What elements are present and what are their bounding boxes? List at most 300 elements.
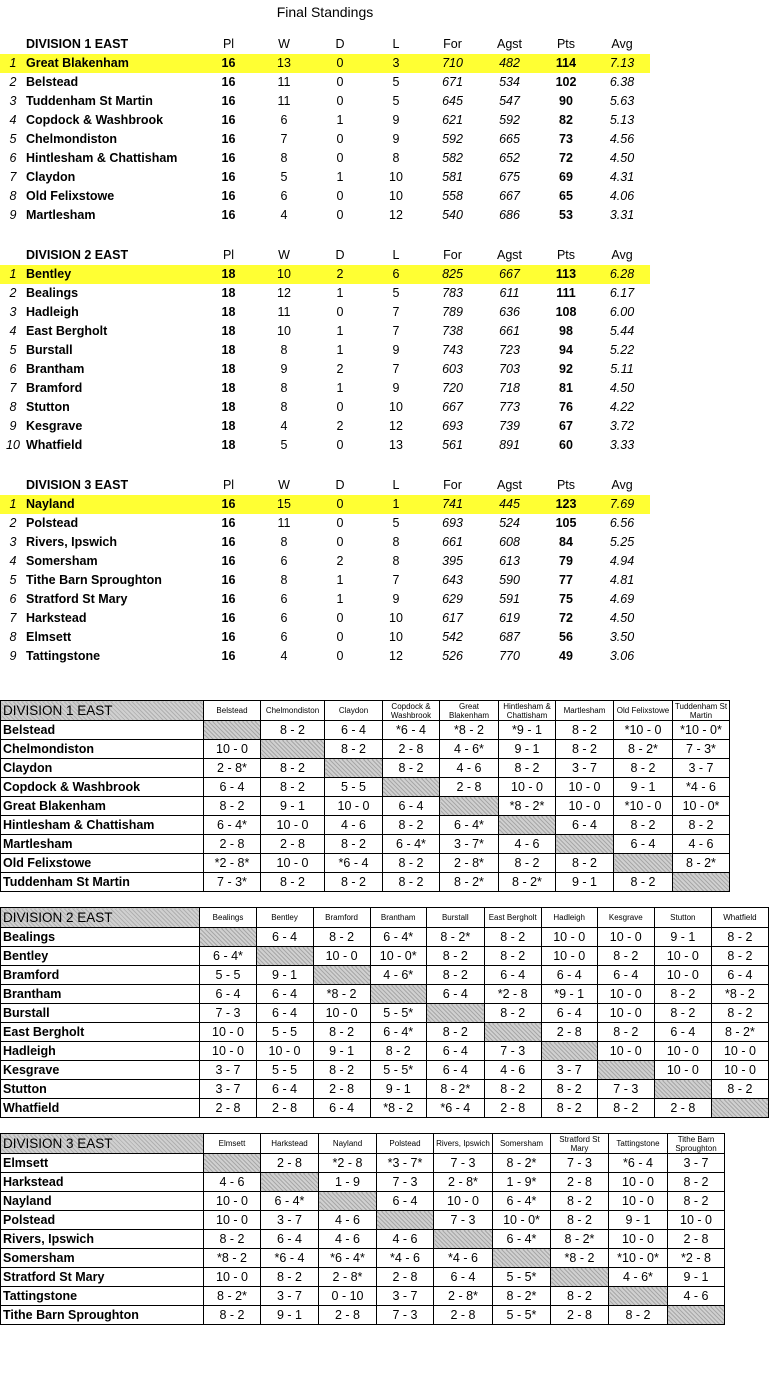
opponent-column-header: Old Felixstowe: [614, 701, 673, 721]
position-cell: 10: [6, 438, 20, 452]
played-cell: 16: [221, 170, 236, 184]
table-row: [1, 816, 730, 835]
average-cell: 4.69: [609, 592, 635, 606]
home-team-cell: Tuddenham St Martin: [1, 873, 204, 892]
lost-cell: 10: [389, 189, 403, 203]
points-cell: 56: [559, 630, 573, 644]
result-cell: 2 - 8: [383, 740, 440, 759]
result-cell: 4 - 6*: [440, 740, 499, 759]
result-cell: 10 - 0: [654, 947, 711, 966]
position-cell: 2: [9, 75, 17, 89]
result-cell: 9 - 1: [609, 1211, 668, 1230]
result-cell: 8 - 2: [597, 1023, 654, 1042]
result-cell: 8 - 2: [484, 1004, 541, 1023]
played-cell: 16: [221, 113, 236, 127]
result-cell: 8 - 2*: [711, 1023, 768, 1042]
result-cell: *2 - 8: [484, 985, 541, 1004]
result-cell: *10 - 0: [614, 721, 673, 740]
team-name-cell: Burstall: [26, 343, 73, 357]
lost-cell: 5: [392, 516, 400, 530]
lost-cell: 5: [392, 286, 400, 300]
team-name-cell: Harkstead: [26, 611, 87, 625]
points-for-cell: 720: [442, 381, 463, 395]
self-match-cell: [614, 854, 673, 873]
table-row: [1, 835, 730, 854]
result-cell: 10 - 0: [654, 966, 711, 985]
points-cell: 113: [538, 265, 594, 284]
lost-cell: 6: [368, 265, 424, 284]
drawn-cell: 1: [336, 573, 344, 587]
average-cell: 5.25: [609, 535, 635, 549]
played-cell: 16: [221, 132, 236, 146]
result-cell: *4 - 6: [673, 778, 730, 797]
opponent-column-header: Chelmondiston: [261, 701, 325, 721]
points-against-cell: 686: [499, 208, 520, 222]
points-cell: 82: [559, 113, 573, 127]
result-cell: *8 - 2*: [499, 797, 556, 816]
table-row: [0, 436, 650, 455]
average-cell: 5.11: [610, 362, 634, 376]
self-match-cell: [313, 966, 370, 985]
position-cell: 7: [9, 611, 17, 625]
result-cell: *4 - 6: [434, 1249, 493, 1268]
points-for-cell: 645: [442, 94, 463, 108]
position-cell: 5: [9, 573, 17, 587]
home-team-cell: Martlesham: [1, 835, 204, 854]
position-cell: 1: [0, 495, 26, 514]
result-cell: 1 - 9*: [493, 1173, 551, 1192]
points-against-cell: 723: [499, 343, 520, 357]
drawn-cell: 1: [336, 113, 344, 127]
lost-cell: 8: [392, 535, 400, 549]
team-name-cell: Stutton: [26, 400, 70, 414]
team-name-cell: Hintlesham & Chattisham: [26, 151, 178, 165]
self-match-cell: [204, 1154, 261, 1173]
table-row: [1, 1154, 725, 1173]
points-against-cell: 591: [499, 592, 520, 606]
column-header-pts: Pts: [556, 248, 576, 262]
result-cell: 8 - 2: [654, 985, 711, 1004]
home-team-cell: Tattingstone: [1, 1287, 204, 1306]
table-row: [0, 379, 650, 398]
drawn-cell: 1: [336, 170, 344, 184]
drawn-cell: 1: [336, 592, 344, 606]
result-cell: 10 - 0: [654, 1061, 711, 1080]
played-cell: 16: [221, 649, 236, 663]
result-cell: *9 - 1: [499, 721, 556, 740]
position-cell: 7: [9, 170, 17, 184]
division-title: DIVISION 3 EAST: [1, 1134, 204, 1154]
result-cell: 6 - 4: [200, 985, 256, 1004]
average-cell: 3.31: [609, 208, 635, 222]
result-cell: 5 - 5: [256, 1061, 313, 1080]
self-match-cell: [204, 721, 261, 740]
table-row: [0, 590, 650, 609]
column-header-for: For: [443, 248, 462, 262]
result-cell: *6 - 4: [426, 1099, 484, 1118]
average-cell: 6.17: [609, 286, 635, 300]
points-cell: 75: [559, 592, 573, 606]
average-cell: 5.22: [609, 343, 635, 357]
result-cell: *8 - 2: [313, 985, 370, 1004]
points-against-cell: 445: [481, 495, 538, 514]
won-cell: 8: [280, 400, 288, 414]
result-cell: 8 - 2*: [673, 854, 730, 873]
result-cell: 3 - 7: [673, 759, 730, 778]
played-cell: 16: [201, 54, 256, 73]
result-cell: 5 - 5*: [493, 1306, 551, 1325]
table-row: [0, 111, 650, 130]
played-cell: 16: [221, 94, 236, 108]
won-cell: 6: [280, 611, 288, 625]
table-row: [0, 609, 650, 628]
result-cell: 2 - 8: [484, 1099, 541, 1118]
opponent-column-header: Tuddenham St Martin: [673, 701, 730, 721]
position-cell: 6: [9, 362, 17, 376]
average-cell: 5.13: [609, 113, 635, 127]
result-cell: 3 - 7: [668, 1154, 725, 1173]
standings-table: [0, 476, 650, 666]
won-cell: 6: [280, 630, 288, 644]
lost-cell: 10: [389, 170, 403, 184]
won-cell: 11: [277, 94, 291, 108]
points-against-cell: 667: [481, 265, 538, 284]
points-cell: 111: [556, 286, 576, 300]
table-row: [1, 721, 730, 740]
table-row: [1, 966, 769, 985]
result-cell: 6 - 4: [256, 928, 313, 947]
table-row: [1, 1249, 725, 1268]
home-team-cell: Bramford: [1, 966, 200, 985]
opponent-column-header: Kesgrave: [597, 908, 654, 928]
result-cell: 4 - 6: [325, 816, 383, 835]
opponent-column-header: Copdock & Washbrook: [383, 701, 440, 721]
result-cell: 8 - 2: [711, 947, 768, 966]
column-header-l: L: [392, 37, 400, 51]
drawn-cell: 1: [336, 286, 344, 300]
points-cell: 60: [559, 438, 573, 452]
result-cell: *8 - 2: [440, 721, 499, 740]
self-match-cell: [440, 797, 499, 816]
result-cell: 7 - 3: [377, 1173, 434, 1192]
points-cell: 84: [559, 535, 573, 549]
column-header-w: W: [278, 37, 290, 51]
opponent-column-header: Brantham: [370, 908, 426, 928]
position-cell: 1: [0, 54, 26, 73]
header-blank: [0, 476, 26, 495]
table-row: [0, 552, 650, 571]
division-title: DIVISION 3 EAST: [26, 478, 129, 492]
result-cell: 6 - 4: [256, 1004, 313, 1023]
result-cell: 4 - 6*: [609, 1268, 668, 1287]
result-cell: 7 - 3: [377, 1306, 434, 1325]
table-row: [1, 759, 730, 778]
team-name-cell: Nayland: [26, 495, 201, 514]
opponent-column-header: Hintlesham & Chattisham: [499, 701, 556, 721]
won-cell: 6: [280, 189, 288, 203]
played-cell: 16: [221, 516, 236, 530]
result-cell: 8 - 2: [541, 1080, 597, 1099]
drawn-cell: 2: [336, 554, 344, 568]
header-blank: [0, 246, 26, 265]
results-grid: [0, 1133, 725, 1325]
opponent-column-header: Tithe Barn Sproughton: [668, 1134, 725, 1154]
self-match-cell: [499, 816, 556, 835]
position-cell: 7: [9, 381, 17, 395]
lost-cell: 12: [389, 419, 403, 433]
result-cell: 6 - 4: [325, 721, 383, 740]
table-row: [1, 778, 730, 797]
table-row: [0, 187, 650, 206]
lost-cell: 7: [392, 573, 400, 587]
points-against-cell: 703: [499, 362, 520, 376]
points-against-cell: 687: [499, 630, 520, 644]
table-row-leader: [0, 495, 650, 514]
table-row: [0, 322, 650, 341]
home-team-cell: Chelmondiston: [1, 740, 204, 759]
points-cell: 123: [538, 495, 594, 514]
result-cell: 6 - 4*: [261, 1192, 319, 1211]
table-row: [0, 417, 650, 436]
position-cell: 6: [9, 592, 17, 606]
result-cell: 10 - 0: [711, 1061, 768, 1080]
table-row: [1, 1287, 725, 1306]
table-row: [1, 1080, 769, 1099]
drawn-cell: 0: [336, 516, 344, 530]
played-cell: 16: [221, 554, 236, 568]
lost-cell: 12: [389, 649, 403, 663]
result-cell: 8 - 2*: [499, 873, 556, 892]
position-cell: 3: [9, 94, 17, 108]
points-against-cell: 524: [499, 516, 520, 530]
result-cell: 9 - 1: [370, 1080, 426, 1099]
result-cell: 8 - 2: [313, 1023, 370, 1042]
played-cell: 16: [221, 535, 236, 549]
drawn-cell: 0: [336, 151, 344, 165]
points-for-cell: 617: [442, 611, 463, 625]
won-cell: 11: [277, 516, 291, 530]
points-for-cell: 582: [442, 151, 463, 165]
self-match-cell: [256, 947, 313, 966]
standings-table: [0, 35, 650, 225]
points-for-cell: 710: [424, 54, 481, 73]
points-against-cell: 770: [499, 649, 520, 663]
played-cell: 16: [221, 75, 236, 89]
drawn-cell: 2: [336, 419, 344, 433]
table-row-leader: [0, 265, 650, 284]
result-cell: 10 - 0*: [493, 1211, 551, 1230]
result-cell: *8 - 2: [204, 1249, 261, 1268]
played-cell: 18: [221, 400, 236, 414]
team-name-cell: Martlesham: [26, 208, 96, 222]
result-cell: 10 - 0: [204, 740, 261, 759]
table-row: [1, 1042, 769, 1061]
result-cell: 4 - 6: [668, 1287, 725, 1306]
results-header-row: [1, 908, 769, 928]
won-cell: 10: [277, 324, 291, 338]
average-cell: 7.69: [594, 495, 650, 514]
played-cell: 16: [221, 208, 236, 222]
result-cell: 8 - 2*: [614, 740, 673, 759]
result-cell: 8 - 2: [673, 816, 730, 835]
result-cell: 4 - 6: [440, 759, 499, 778]
result-cell: 5 - 5: [256, 1023, 313, 1042]
position-cell: 4: [9, 554, 17, 568]
result-cell: 6 - 4*: [370, 928, 426, 947]
result-cell: 8 - 2: [383, 816, 440, 835]
result-cell: 2 - 8*: [434, 1287, 493, 1306]
points-for-cell: 671: [442, 75, 463, 89]
result-cell: 3 - 7: [541, 1061, 597, 1080]
result-cell: 8 - 2: [204, 1306, 261, 1325]
result-cell: 3 - 7: [556, 759, 614, 778]
result-cell: 6 - 4: [541, 966, 597, 985]
result-cell: 2 - 8: [261, 1154, 319, 1173]
lost-cell: 3: [368, 54, 424, 73]
standings-header-row: [0, 35, 650, 54]
result-cell: *2 - 8: [319, 1154, 377, 1173]
table-row: [0, 341, 650, 360]
table-row: [0, 514, 650, 533]
team-name-cell: Brantham: [26, 362, 85, 376]
result-cell: 4 - 6: [484, 1061, 541, 1080]
result-cell: 6 - 4: [256, 985, 313, 1004]
self-match-cell: [493, 1249, 551, 1268]
self-match-cell: [261, 1173, 319, 1192]
column-header-l: L: [392, 248, 400, 262]
result-cell: 9 - 1: [614, 778, 673, 797]
average-cell: 4.50: [609, 611, 635, 625]
table-row: [0, 360, 650, 379]
average-cell: 3.50: [609, 630, 635, 644]
lost-cell: 9: [392, 381, 400, 395]
points-for-cell: 558: [442, 189, 463, 203]
table-row: [1, 1061, 769, 1080]
home-team-cell: Nayland: [1, 1192, 204, 1211]
average-cell: 6.28: [594, 265, 650, 284]
result-cell: 9 - 1: [556, 873, 614, 892]
position-cell: 9: [9, 649, 17, 663]
table-row: [0, 130, 650, 149]
team-name-cell: East Bergholt: [26, 324, 108, 338]
column-header-avg: Avg: [611, 248, 633, 262]
column-header-agst: Agst: [496, 37, 522, 51]
result-cell: 8 - 2: [597, 1099, 654, 1118]
points-cell: 79: [559, 554, 573, 568]
position-cell: 9: [9, 208, 17, 222]
result-cell: 8 - 2: [668, 1173, 725, 1192]
played-cell: 18: [221, 362, 236, 376]
result-cell: 5 - 5*: [370, 1004, 426, 1023]
result-cell: 8 - 2: [614, 816, 673, 835]
table-row: [1, 985, 769, 1004]
result-cell: 8 - 2: [484, 1080, 541, 1099]
position-cell: 3: [9, 535, 17, 549]
result-cell: 8 - 2: [551, 1287, 609, 1306]
points-for-cell: 603: [442, 362, 463, 376]
result-cell: 8 - 2: [711, 928, 768, 947]
points-for-cell: 629: [442, 592, 463, 606]
self-match-cell: [668, 1306, 725, 1325]
result-cell: 8 - 2: [204, 797, 261, 816]
won-cell: 4: [280, 419, 288, 433]
result-cell: 9 - 1: [256, 966, 313, 985]
position-cell: 8: [9, 630, 17, 644]
average-cell: 4.06: [609, 189, 635, 203]
points-for-cell: 561: [442, 438, 463, 452]
opponent-column-header: Tattingstone: [609, 1134, 668, 1154]
result-cell: 10 - 0: [597, 928, 654, 947]
opponent-column-header: Harkstead: [261, 1134, 319, 1154]
self-match-cell: [551, 1268, 609, 1287]
result-cell: 8 - 2*: [426, 1080, 484, 1099]
result-cell: 8 - 2: [499, 854, 556, 873]
self-match-cell: [711, 1099, 768, 1118]
team-name-cell: Bentley: [26, 265, 201, 284]
result-cell: 6 - 4: [541, 1004, 597, 1023]
points-for-cell: 540: [442, 208, 463, 222]
points-for-cell: 738: [442, 324, 463, 338]
result-cell: 10 - 0: [541, 947, 597, 966]
result-cell: *9 - 1: [541, 985, 597, 1004]
played-cell: 16: [221, 630, 236, 644]
standings-header-row: [0, 246, 650, 265]
result-cell: 2 - 8: [200, 1099, 256, 1118]
column-header-pl: Pl: [222, 248, 235, 262]
result-cell: 10 - 0: [261, 816, 325, 835]
won-cell: 15: [256, 495, 312, 514]
column-header-for: For: [443, 478, 462, 492]
results-grid: [0, 907, 769, 1118]
lost-cell: 7: [392, 362, 400, 376]
page-title: Final Standings: [276, 4, 374, 20]
points-for-cell: 693: [442, 516, 463, 530]
average-cell: 5.63: [609, 94, 635, 108]
points-for-cell: 743: [442, 343, 463, 357]
result-cell: 8 - 2: [370, 1042, 426, 1061]
result-cell: *2 - 8: [668, 1249, 725, 1268]
result-cell: 6 - 4*: [440, 816, 499, 835]
result-cell: 8 - 2: [426, 947, 484, 966]
result-cell: 10 - 0: [609, 1192, 668, 1211]
lost-cell: 8: [392, 151, 400, 165]
column-header-pts: Pts: [556, 37, 576, 51]
team-name-cell: Whatfield: [26, 438, 83, 452]
points-against-cell: 619: [499, 611, 520, 625]
result-cell: 8 - 2: [484, 947, 541, 966]
result-cell: *8 - 2: [711, 985, 768, 1004]
points-for-cell: 592: [442, 132, 463, 146]
self-match-cell: [319, 1192, 377, 1211]
points-against-cell: 665: [499, 132, 520, 146]
result-cell: 8 - 2: [551, 1192, 609, 1211]
home-team-cell: Old Felixstowe: [1, 854, 204, 873]
lost-cell: 5: [392, 75, 400, 89]
drawn-cell: 1: [336, 324, 344, 338]
points-cell: 105: [555, 516, 577, 530]
result-cell: 9 - 1: [261, 797, 325, 816]
home-team-cell: Brantham: [1, 985, 200, 1004]
average-cell: 3.72: [609, 419, 635, 433]
self-match-cell: [200, 928, 256, 947]
won-cell: 5: [280, 438, 288, 452]
result-cell: 9 - 1: [261, 1306, 319, 1325]
opponent-column-header: Stratford St Mary: [551, 1134, 609, 1154]
opponent-column-header: Hadleigh: [541, 908, 597, 928]
home-team-cell: Bealings: [1, 928, 200, 947]
played-cell: 16: [221, 592, 236, 606]
played-cell: 16: [221, 189, 236, 203]
